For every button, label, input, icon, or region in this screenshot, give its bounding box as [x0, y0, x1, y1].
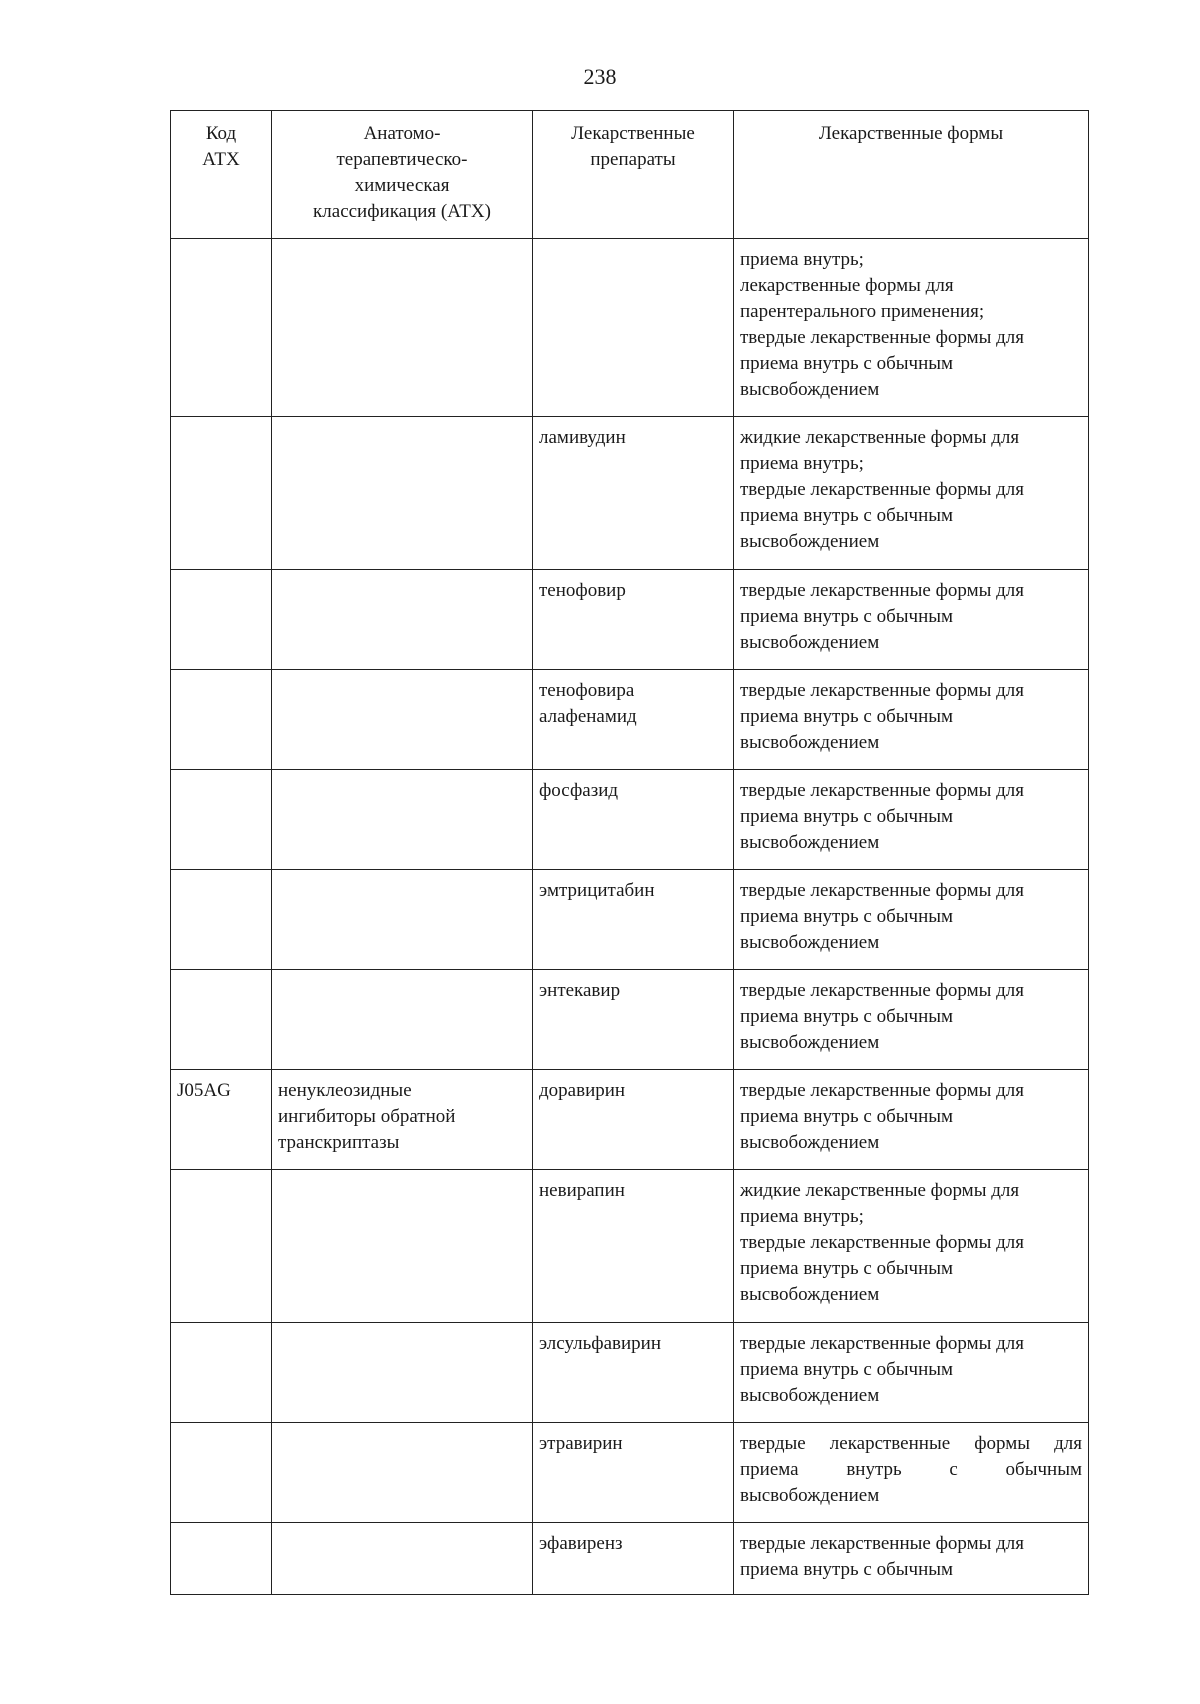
drug-cell: энтекавир [533, 970, 734, 1070]
forms-cell: твердые лекарственные формы для приема внутрь с обычным высвобождением [734, 1070, 1089, 1170]
drug-cell: эфавиренз [533, 1523, 734, 1595]
header-forms: Лекарственные формы [734, 111, 1089, 239]
code-cell [171, 870, 272, 970]
class-cell [272, 770, 533, 870]
drug-cell: доравирин [533, 1070, 734, 1170]
forms-cell: твердые лекарственные формы для приема внутрь с обычным высвобождением [734, 770, 1089, 870]
table-row [171, 970, 1089, 1070]
drug-cell: ламивудин [533, 417, 734, 570]
drug-cell: тенофовира алафенамид [533, 670, 734, 770]
table-row [171, 870, 1089, 970]
code-cell: J05AG [171, 1070, 272, 1170]
page-number: 238 [583, 64, 617, 89]
code-cell [171, 770, 272, 870]
header-code: Код АТХ [171, 111, 272, 239]
class-cell [272, 970, 533, 1070]
atx-table [170, 110, 1089, 1595]
code-cell [171, 239, 272, 417]
table-row [171, 1070, 1089, 1170]
table-row [171, 1523, 1089, 1595]
forms-cell: твердые лекарственные формы для приема внутрь с обычным высвобождением [734, 870, 1089, 970]
forms-cell: твердые лекарственные формы для приема внутрь с обычным высвобождением [734, 670, 1089, 770]
code-cell [171, 1323, 272, 1423]
table-row [171, 570, 1089, 670]
class-cell: ненуклеозидные ингибиторы обратной транскриптазы [272, 1070, 533, 1170]
drug-cell: элсульфавирин [533, 1323, 734, 1423]
drug-cell: этравирин [533, 1423, 734, 1523]
header-classification: Анатомо- терапевтическо- химическая классификация (АТХ) [272, 111, 533, 239]
class-cell [272, 570, 533, 670]
header-row [171, 111, 1089, 239]
class-cell [272, 1170, 533, 1323]
forms-cell: жидкие лекарственные формы для приема внутрь; твердые лекарственные формы для приема внутрь с обычным высвобождением [734, 1170, 1089, 1323]
code-cell [171, 417, 272, 570]
forms-cell: твердые лекарственные формы для приема внутрь с обычным высвобождением [734, 1423, 1089, 1523]
code-cell [171, 970, 272, 1070]
code-cell [171, 1523, 272, 1595]
class-cell [272, 1323, 533, 1423]
class-cell [272, 670, 533, 770]
class-cell [272, 239, 533, 417]
class-cell [272, 870, 533, 970]
forms-cell: приема внутрь; лекарственные формы для парентерального применения; твердые лекарственные формы для приема внутрь с обычным высвобождением [734, 239, 1089, 417]
drug-cell: фосфазид [533, 770, 734, 870]
table-row [171, 417, 1089, 570]
drug-cell: невирапин [533, 1170, 734, 1323]
header-drugs: Лекарственные препараты [533, 111, 734, 239]
code-cell [171, 1423, 272, 1523]
table-row [171, 770, 1089, 870]
drug-cell: эмтрицитабин [533, 870, 734, 970]
code-cell [171, 670, 272, 770]
table-row [171, 1323, 1089, 1423]
code-cell [171, 1170, 272, 1323]
table-row [171, 1423, 1089, 1523]
drug-cell [533, 239, 734, 417]
table-row [171, 670, 1089, 770]
table-row [171, 239, 1089, 417]
forms-cell: жидкие лекарственные формы для приема внутрь; твердые лекарственные формы для приема внутрь с обычным высвобождением [734, 417, 1089, 570]
class-cell [272, 417, 533, 570]
code-cell [171, 570, 272, 670]
forms-cell: твердые лекарственные формы для приема внутрь с обычным высвобождением [734, 970, 1089, 1070]
drug-cell: тенофовир [533, 570, 734, 670]
class-cell [272, 1423, 533, 1523]
forms-cell: твердые лекарственные формы для приема внутрь с обычным [734, 1523, 1089, 1595]
class-cell [272, 1523, 533, 1595]
table-row [171, 1170, 1089, 1323]
forms-cell: твердые лекарственные формы для приема внутрь с обычным высвобождением [734, 570, 1089, 670]
forms-cell: твердые лекарственные формы для приема внутрь с обычным высвобождением [734, 1323, 1089, 1423]
